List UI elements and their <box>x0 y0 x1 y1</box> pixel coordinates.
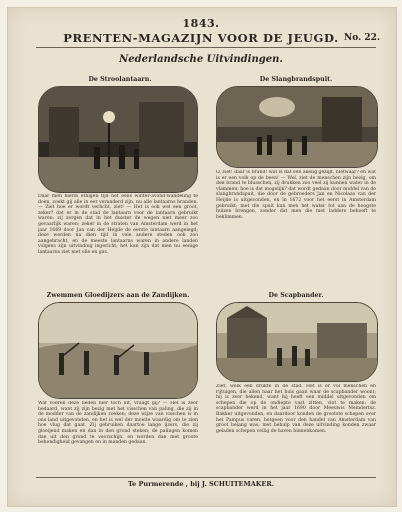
header-rule <box>36 47 376 48</box>
section-3-caption: Zwemmen Gloedijzers aan de Zandijken. <box>46 292 190 299</box>
section-1-caption: De Stroolantaarn. <box>88 76 152 83</box>
page-title: PRENTEN-MAGAZIJN VOOR DE JEUGD. <box>63 31 339 45</box>
year: 1843. <box>182 17 220 30</box>
section-4-caption: De Scapbander. <box>268 292 324 299</box>
header <box>16 11 386 51</box>
footer-rule <box>36 477 376 478</box>
section-2-caption: De Slangbrandspuit. <box>259 76 333 83</box>
subtitle: Nederlandsche Uitvindingen. <box>119 54 283 65</box>
section-3-text: Wat voeren deze lieden hier toch uit, vraagt gij? — Het is zeer bedaard, want zij zijn bezig met het visschen van paling, die zij in de modder van de zandijken zoeken; deze wijze van visschen is in ons land uitgevonden, en het is wel der moeite waardig om te zien hoe vlug dat gaat. Zij gebruiken daartoe lange ijzers, die zij gloeijend maken en dan in den grond steken; de palingen komen dan uit den grond te voorschijn, en worden dan met groote behendigheid gevangen en in manden gedaan. <box>38 401 198 446</box>
footer-publisher: Te Purmerende , bij J. SCHUITEMAKER. <box>127 480 275 488</box>
section-4-illustration <box>216 302 378 382</box>
section-4-text: Ziet, welk een drukte in de stad. Het is er vol menschen en rijtuigen, die allen naar het huis gaan waar de scapbander woont; hij is zeer bekend, want hij heeft een middel uitgevonden om schepen die op de ondiepte vast zitten, vlot te maken: de scapbander werd in het jaar 1690 door Meeuwis Meindertsz. Bakker uitgevonden, en daardoor konden de grootste schepen over het Pampus varen, hetgeen voor den handel van Amsterdam van groot belang was; met behulp van deze uitvinding konden zwaar geladen schepen veilig de haven binnenkomen. <box>216 384 376 434</box>
section-3-illustration <box>38 302 198 399</box>
section-1-text: Daar men hierin etnigen tijd het eens winter-avond-wandeling te doen, zoekt gij alle in eer veranderd zijn, nu alle lantaarns branden. — Ziet hoe er wordt verlicht, ziet! — Het is ook wel een groot, zeker? dat er in de stad de lantaarn voor de lantaarn gebruikt waren: zij zorgen dat in het duister de wegen niet meer zoo gevaarlijk waren; zeker in de straten van Amsterdam werd in het jaar 1669 door Jan van der Heijde de eerste lantaarn aangelegd; deze werden na dien tijd in vele andere steden ook zoo aangebracht, en de meeste lantaarns waren in andere landen volgens zijn uitvinding ingericht; het kan zijn dat men nu eenige lantaarns ziet met olie en gas. <box>38 194 198 255</box>
section-2-illustration <box>216 86 378 168</box>
section-1-illustration <box>38 86 198 193</box>
issue-number: No. 22. <box>344 33 380 43</box>
section-2-text: O, ziet! daar is brand! wat is dat een akelig gezigt, nietwaar? en wat is er een volk op de been! — Wel, ziet de menschen zijn bezig, om den brand te blusschen, zij drukken zoo veel zij kunnen water in de vlammen; hoe is dat mogelijk? dat wordt gedaan door middel van de slangbrandspuit, die door de gebroeders Jan en Nicolaas van der Heijde is uitgevonden, en in 1672 voor het eerst in Amsterdam gebruikt; met die spuit kan men het water tot aan de hoogste huizen brengen, zonder dat men die met ladders behoeft te beklimmen. <box>216 170 376 220</box>
